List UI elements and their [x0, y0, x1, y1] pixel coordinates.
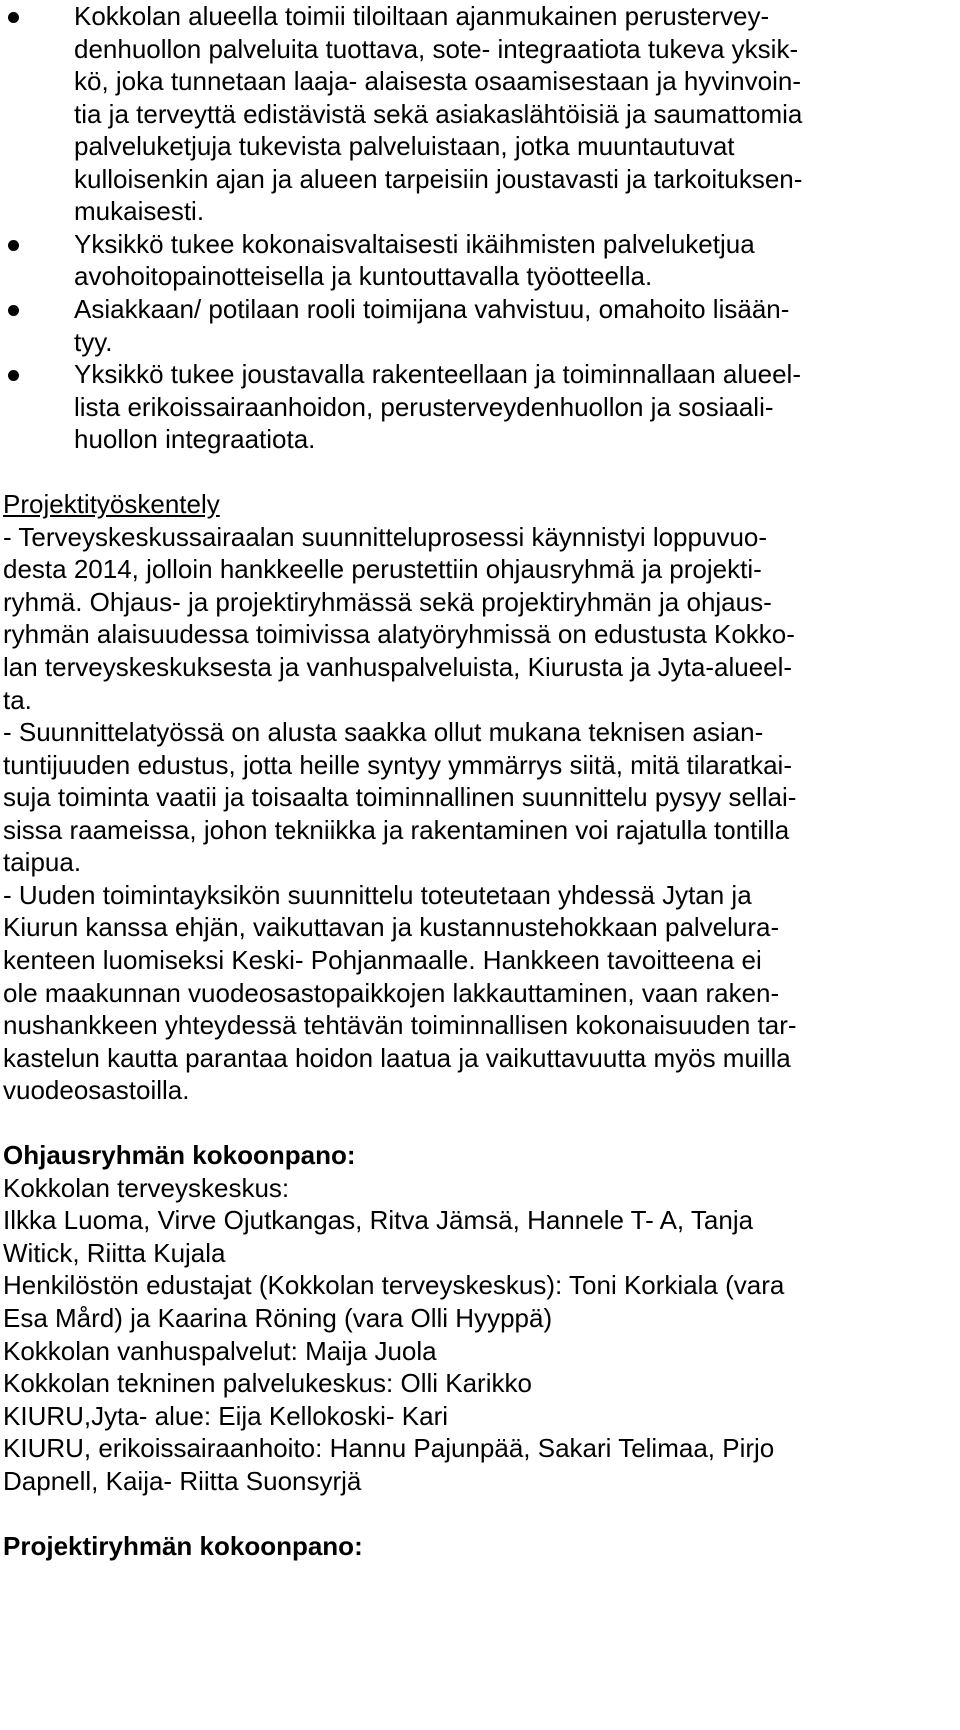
section-heading-projektityoskentely: Projektityöskentely	[3, 489, 220, 520]
paragraph-line: suja toiminta vaatii ja toisaalta toiminnallinen suunnittelu pysyy sellai-	[3, 782, 797, 813]
section-heading-projektiryhma: Projektiryhmän kokoonpano:	[3, 1530, 363, 1561]
bullet-item-line: tia ja terveyttä edistävistä sekä asiakaslähtöisiä ja saumattomia	[74, 98, 803, 129]
bullet-item-line: lista erikoissairaanhoidon, perusterveydenhuollon ja sosiaali-	[74, 391, 774, 422]
member-line: Dapnell, Kaija- Riitta Suonsyrjä	[3, 1465, 362, 1496]
bullet-icon	[8, 370, 19, 381]
section-heading-ohjausryhma: Ohjausryhmän kokoonpano:	[3, 1140, 356, 1171]
paragraph-line: lan terveyskeskuksesta ja vanhuspalveluista, Kiurusta ja Jyta-alueel-	[3, 652, 793, 682]
member-line: Kokkolan vanhuspalvelut: Maija Juola	[3, 1335, 437, 1366]
paragraph-line: sissa raameissa, johon tekniikka ja rakentaminen voi rajatulla tontilla	[3, 814, 790, 845]
paragraph-line: ryhmä. Ohjaus- ja projektiryhmässä sekä projektiryhmän ja ohjaus-	[3, 586, 772, 617]
bullet-item-line: denhuollon palveluita tuottava, sote- integraatiota tukeva yksik-	[74, 33, 799, 64]
paragraph-line: ta.	[3, 684, 32, 715]
bullet-item-line: Yksikkö tukee kokonaisvaltaisesti ikäihmisten palveluketjua	[74, 228, 755, 259]
paragraph-line: ryhmän alaisuudessa toimivissa alatyöryhmissä on edustusta Kokko-	[3, 619, 795, 650]
member-line: Henkilöstön edustajat (Kokkolan terveyskeskus): Toni Korkiala (vara	[3, 1270, 785, 1301]
bullet-icon	[8, 240, 19, 251]
member-line: Kokkolan tekninen palvelukeskus: Olli Karikko	[3, 1368, 532, 1399]
member-line: Kokkolan terveyskeskus:	[3, 1172, 290, 1203]
member-line: Esa Mård) ja Kaarina Röning (vara Olli Hyyppä)	[3, 1303, 553, 1333]
paragraph-line: kastelun kautta parantaa hoidon laatua ja vaikuttavuutta myös muilla	[3, 1042, 791, 1073]
paragraph-line: - Terveyskeskussairaalan suunnitteluprosessi käynnistyi loppuvuo-	[3, 521, 768, 552]
bullet-item-line: tyy.	[74, 326, 113, 357]
bullet-item-line: palveluketjuja tukevista palveluistaan, jotka muuntautuvat	[74, 131, 735, 162]
paragraph-line: tuntijuuden edustus, jotta heille syntyy ymmärrys siitä, mitä tilaratkai-	[3, 749, 792, 780]
bullet-item-line: avohoitopainotteisella ja kuntouttavalla työotteella.	[74, 261, 653, 292]
member-line: Witick, Riitta Kujala	[3, 1237, 226, 1268]
member-line: KIURU,Jyta- alue: Eija Kellokoski- Kari	[3, 1400, 449, 1431]
paragraph-line: nushankkeen yhteydessä tehtävän toiminnallisen kokonaisuuden tar-	[3, 1010, 797, 1041]
bullet-item-line: Yksikkö tukee joustavalla rakenteellaan ja toiminnallaan alueel-	[74, 359, 801, 390]
paragraph-line: taipua.	[3, 847, 82, 878]
bullet-icon	[8, 305, 19, 316]
paragraph-line: Kiurun kanssa ehjän, vaikuttavan ja kustannustehokkaan palvelura-	[3, 912, 780, 943]
member-line: Ilkka Luoma, Virve Ojutkangas, Ritva Jämsä, Hannele T- A, Tanja	[3, 1205, 754, 1236]
bullet-item-line: Kokkolan alueella toimii tiloiltaan ajanmukainen perustervey-	[74, 1, 770, 31]
bullet-item-line: kulloisenkin ajan ja alueen tarpeisiin joustavasti ja tarkoituksen-	[74, 163, 803, 194]
bullet-item-line: mukaisesti.	[74, 196, 205, 227]
member-line: KIURU, erikoissairaanhoito: Hannu Pajunpää, Sakari Telimaa, Pirjo	[3, 1433, 775, 1464]
bullet-icon	[8, 12, 19, 23]
paragraph-line: ole maakunnan vuodeosastopaikkojen lakkauttaminen, vaan raken-	[3, 977, 780, 1008]
paragraph-line: - Suunnittelatyössä on alusta saakka ollut mukana teknisen asian-	[3, 717, 764, 748]
bullet-item-line: kö, joka tunnetaan laaja- alaisesta osaamisestaan ja hyvinvoin-	[74, 66, 801, 97]
bullet-item-line: Asiakkaan/ potilaan rooli toimijana vahvistuu, omahoito lisään-	[74, 293, 790, 324]
paragraph-line: kenteen luomiseksi Keski- Pohjanmaalle. Hankkeen tavoitteena ei	[3, 944, 762, 975]
bullet-item-line: huollon integraatiota.	[74, 424, 316, 455]
paragraph-line: - Uuden toimintayksikön suunnittelu toteutetaan yhdessä Jytan ja	[3, 879, 752, 910]
paragraph-line: vuodeosastoilla.	[3, 1075, 190, 1106]
paragraph-line: desta 2014, jolloin hankkeelle perustettiin ohjausryhmä ja projekti-	[3, 554, 762, 585]
